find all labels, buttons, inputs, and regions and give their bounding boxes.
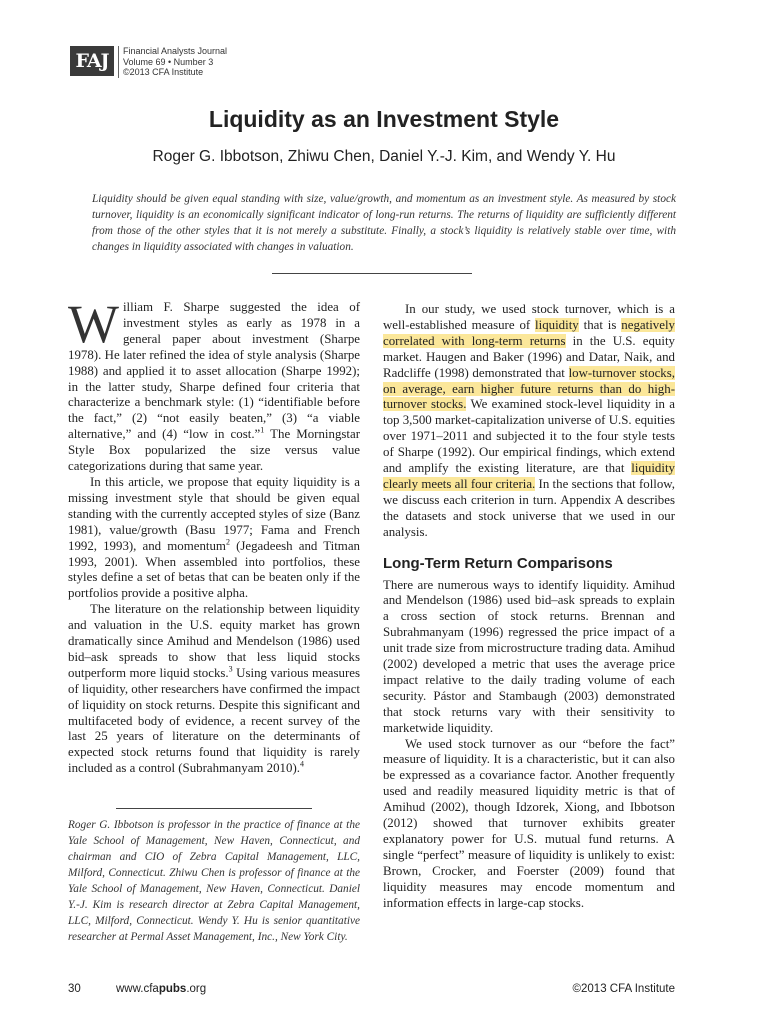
paragraph-text: that is [578, 317, 622, 332]
footer-copyright: ©2013 CFA Institute [572, 983, 675, 995]
highlighted-text[interactable]: liquidity [535, 317, 579, 332]
author-affiliations: Roger G. Ibbotson is professor in the practice of finance at the Yale School of Management, New Haven, Connecticut, and chairman and CIO of Zebra Capital Management, LLC, Milford, Connecticut. Zhiwu Chen is professor of finance at the Yale School of Management, New Haven, Connecticut. Daniel Y.-J. Kim is research director at Zebra Capital Management, LLC, Milford, Connecticut. Wendy Y. Hu is senior quantitative researcher at Permal Asset Management, Inc., New York City. [68, 819, 360, 943]
body-paragraph [68, 602, 360, 777]
site-text-bold: pubs [158, 983, 187, 995]
intro-paragraph [68, 294, 360, 475]
paragraph-text: We examined stock-level liquidity in a top 3,500 market-capitalization universe of U.S. equities over 1971–2011 and subjected it to the four style tests of Sharpe (1992). Our empirical findings, which extend and amplify the existing literature, are that [383, 397, 676, 476]
website-link[interactable] [116, 983, 206, 995]
abstract-divider [272, 273, 472, 274]
footnote-ref[interactable]: 1 [260, 425, 265, 435]
site-text: .org [186, 983, 207, 995]
paragraph-text: (Jegadeesh and Titman 1993, 2001). When assembled into portfolios, these styles define a set of betas that can be beaten only if the portfolios provide a positive alpha. [68, 538, 360, 601]
right-column [383, 302, 675, 912]
body-paragraph [68, 475, 360, 602]
paragraph-text: in the U.S. equity market. Haugen and Baker (1996) and Datar, Naik, and Radcliffe (1998) demonstrated that [383, 333, 675, 380]
paragraph-text: In this article, we propose that equity liquidity is a missing investment style that should be given equal standing with the currently accepted styles of size (Banz 1981), value/growth (Basu 1977; Fama and French 1992, 1993), and momentum [68, 474, 360, 553]
page-footer-left [68, 983, 206, 995]
paragraph-text: In the sections that follow, we discuss each criterion in turn. Appendix A describes the datasets and stock universe that we used in our analysis. [383, 476, 675, 539]
body-paragraph: We used stock turnover as our “before the fact” measure of liquidity. It is a characteristic, but it can also be expressed as a covariance factor. Another frequently used and readily measured liquidity metric is that of Amihud (2002), though Idzorek, Xiong, and Ibbotson (2012) showed that turnover exhibits greater explanatory power for U.S. mutual fund returns. A single “perfect” measure of liquidity is unlikely to exist: Brown, Crocker, and Foerster (2009) found that liquidity measures may encode momentum and information effects in large-cap stocks. [383, 736, 675, 910]
highlighted-text[interactable]: liquidity clearly meets all four criteria. [383, 461, 675, 491]
paragraph-text: Using various measures of liquidity, other researchers have confirmed the impact of liquidity on stock returns. Despite this significant and multifaceted body of evidence, a recent survey of the last 25 years of literature on the determinants of expected stock returns found that liquidity is rarely included as a control (Subrahmanyam 2010). [68, 665, 360, 776]
footnote-divider [116, 808, 312, 809]
page-number: 30 [68, 983, 81, 995]
article-title: Liquidity as an Investment Style [208, 106, 560, 132]
left-column [68, 294, 360, 777]
article-abstract: Liquidity should be given equal standing with size, value/growth, and momentum as an investment style. As measured by stock turnover, liquidity is an economically significant indicator of long-run returns. The returns of liquidity are sufficiently different from those of the other styles that it is not merely a substitute. Finally, a stock’s liquidity is relatively stable over time, with changes in liquidity associated with changes in valuation. [92, 193, 676, 253]
paragraph-text: illiam F. Sharpe suggested the idea of investment styles as early as 1978 in a general paper about investment (Sharpe 1978). He later refined the idea of style analysis (Sharpe 1988) and applied it to asset allocation (Sharpe 1992); in the latter study, Sharpe defined four criteria that characterize a benchmark style: (1) “identifiable before the fact,” (2) “not easily beaten,” (3) “a viable alternative,” and (4) “low in cost.” [68, 300, 360, 442]
faj-logo: FAJ [70, 46, 114, 76]
footnote-ref[interactable]: 4 [299, 759, 304, 769]
masthead-info [118, 46, 227, 78]
footnote-ref[interactable]: 2 [225, 537, 230, 547]
section-heading: Long-Term Return Comparisons [383, 554, 613, 572]
journal-masthead [70, 46, 227, 78]
journal-name: Financial Analysts Journal [123, 46, 228, 56]
highlighted-text[interactable]: negatively correlated with long-term returns [383, 317, 675, 348]
article-authors: Roger G. Ibbotson, Zhiwu Chen, Daniel Y.-J. Kim, and Wendy Y. Hu [152, 148, 616, 165]
footnote-ref[interactable]: 3 [228, 664, 233, 674]
body-paragraph [383, 302, 675, 541]
paragraph-text: In our study, we used stock turnover, which is a well-established measure of [383, 302, 675, 332]
paragraph-text: The literature on the relationship between liquidity and valuation in the U.S. equity market has grown dramatically since Amihud and Mendelson (1986) used bid–ask spreads to show that less liquid stocks outperform more liquid stocks. [68, 602, 360, 680]
paragraph-text: The Morningstar Style Box popularized the size versus value categorizations during that same year. [68, 427, 360, 474]
highlighted-text[interactable]: low-turnover stocks, on average, earn higher future returns than do high-turnover stocks. [383, 365, 675, 412]
body-paragraph: There are numerous ways to identify liquidity. Amihud and Mendelson (1986) used bid–ask spreads to explain a cross section of stock returns. Brennan and Subrahmanyam (1996) regressed the price impact of a unit trade size from microstructure trading data. Amihud (2002) developed a metric that uses the average price impact relative to the daily trading volume of each security. Pástor and Stambaugh (2003) demonstrated that stock returns vary with their sensitivity to marketwide liquidity. [383, 577, 675, 735]
drop-cap: W [68, 294, 119, 354]
journal-copyright: ©2013 CFA Institute [123, 67, 204, 77]
journal-volume: Volume 69 • Number 3 [123, 56, 214, 67]
site-text: www.cfa [116, 983, 159, 995]
